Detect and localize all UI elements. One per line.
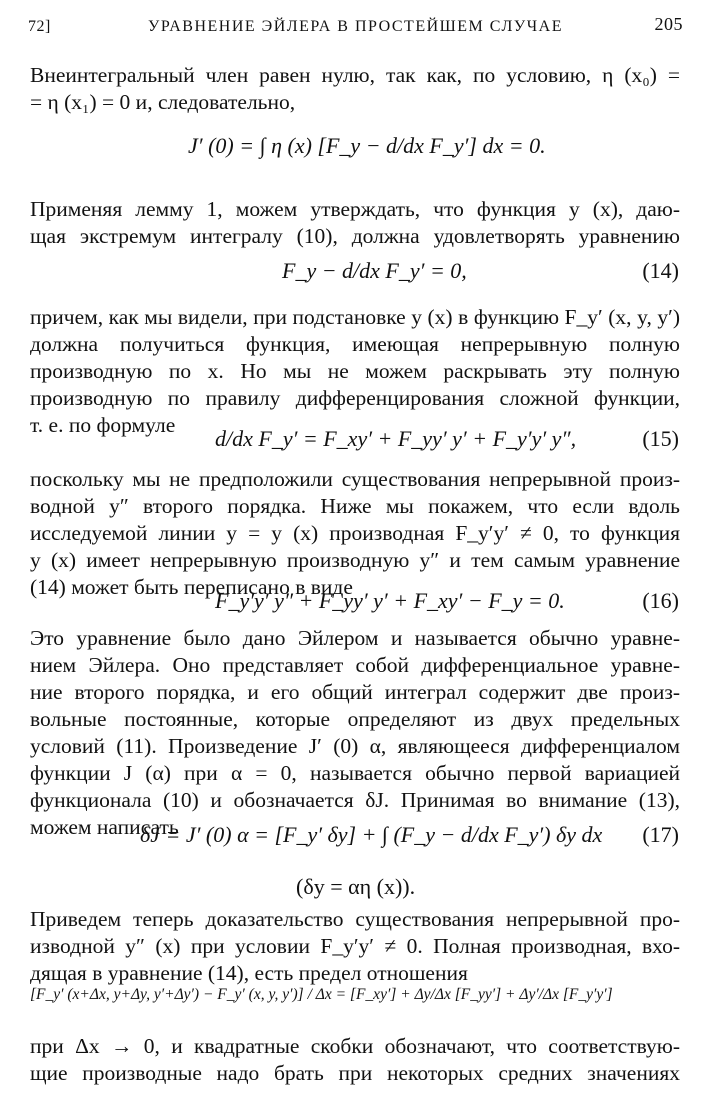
text-line: производную по правилу дифференцирования сложной функции, [30,386,680,410]
text-line: y (x) имеет непрерывную производную y″ и тем самым уравнение [30,548,680,572]
paragraph-5 [30,625,680,841]
equation-17-condition: (δy = αη (x)). [296,874,416,899]
text-line: водной y″ второго порядка. Ниже мы покажем, что если вдоль [30,494,680,518]
text-line: щая экстремум интегралу (10), должна удовлетворять уравнению [30,224,680,248]
text-line: причем, как мы видели, при подстановке y (x) в функцию F_y′ (x, y, y′) [30,305,680,329]
equation-difference-quotient: [F_y′ (x+Δx, y+Δy, y′+Δy′) − F_y′ (x, y, y′)] / Δx = [F_xy′] + Δy/Δx [F_yy′] + Δy′/Δx [F_y′y′] [30,986,613,1003]
running-header [28,14,683,38]
paragraph-7 [30,1033,680,1087]
text-line: т. е. по формуле [30,413,176,437]
text-line: (14) может быть переписано в виде [30,575,353,599]
text-line: функции J (α) при α = 0, называется обычно первой вариацией [30,761,680,785]
equation-number-17: (17) [642,822,679,847]
text-line: исследуемой линии y = y (x) производная F_y′y′ ≠ 0, то функция [30,521,680,545]
equation-15: d/dx F_y′ = F_xy′ + F_yy′ y′ + F_y′y′ y″, [215,426,577,451]
equation-number-15: (15) [642,426,679,451]
text-line: функционала (10) и обозначается δJ. Принимая во внимание (13), [30,788,680,812]
text-line: Приведем теперь доказательство существования непрерывной про- [30,907,680,931]
text-line: дящая в уравнение (14), есть предел отношения [30,961,468,985]
equation-number-16: (16) [642,588,679,613]
text-line: Внеинтегральный член равен нулю, так как, по условию, η (x₀) = [30,63,680,87]
running-title: УРАВНЕНИЕ ЭЙЛЕРА В ПРОСТЕЙШЕМ СЛУЧАЕ [148,18,563,35]
equation-number-14: (14) [642,258,679,283]
text-line: можем написать [30,815,179,839]
text-line: Применяя лемму 1, можем утверждать, что функция y (x), даю- [30,197,680,221]
equation-14: F_y − d/dx F_y′ = 0, [282,258,467,283]
text-line: Это уравнение было дано Эйлером и называется обычно уравне- [30,626,680,650]
text-line: изводной y″ (x) при условии F_y′y′ ≠ 0. Полная производная, вхо- [30,934,680,958]
paragraph-6 [30,906,680,987]
equation-16: F_y′y′ y″ + F_yy′ y′ + F_xy′ − F_y = 0. [215,588,565,613]
paragraph-4 [30,466,680,601]
page-number: 205 [654,14,683,34]
equation-first-variation: J′ (0) = ∫ η (x) [F_y − d/dx F_y′] dx = 0. [188,133,546,158]
text-line: производную по x. Но мы не можем раскрывать эту полную [30,359,680,383]
paragraph-1 [30,62,680,116]
text-line: условий (11). Произведение J′ (0) α, являющееся дифференциалом [30,734,680,758]
text-line: ние второго порядка, и его общий интеграл содержит две произ- [30,680,680,704]
text-line: щие производные надо брать при некоторых средних значениях [30,1061,680,1085]
text-line: вольные постоянные, которые определяют из двух предельных [30,707,680,731]
paragraph-3 [30,304,680,439]
text-line: должна получиться функция, имеющая непрерывную полную [30,332,680,356]
paragraph-2 [30,196,680,250]
text-line: = η (x₁) = 0 и, следовательно, [30,90,296,114]
text-line: поскольку мы не предположили существования непрерывной произ- [30,467,680,491]
text-line: нием Эйлера. Оно представляет собой дифференциальное уравне- [30,653,680,677]
section-number: 72] [28,18,51,35]
equation-17: δJ = J′ (0) α = [F_y′ δy] + ∫ (F_y − d/dx F_y′) δy dx [140,822,603,847]
text-line: при Δx → 0, и квадратные скобки обозначают, что соответствую- [30,1034,680,1058]
